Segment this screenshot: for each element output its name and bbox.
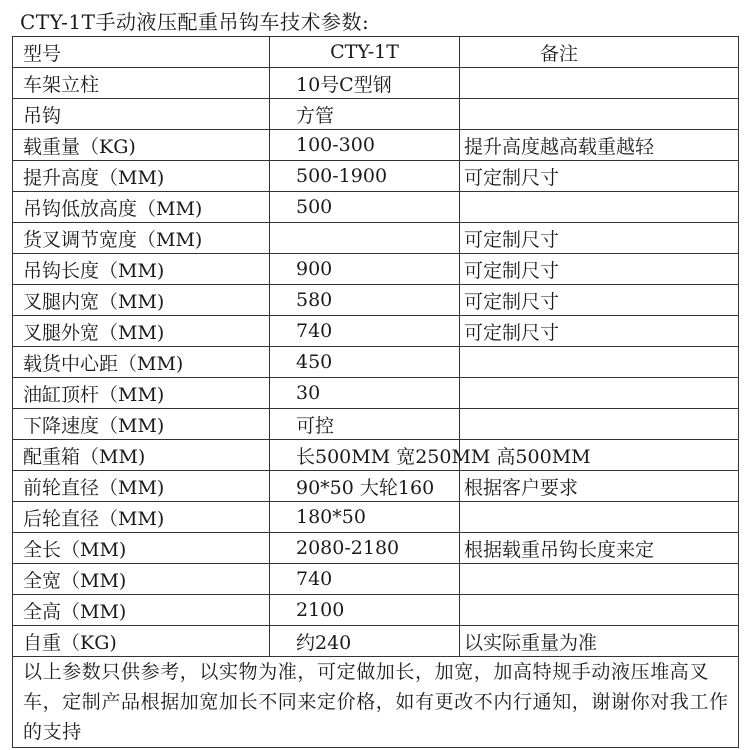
row-name: 全宽（MM) xyxy=(13,564,270,595)
row-value: 500 xyxy=(270,192,460,223)
row-name: 吊钩 xyxy=(13,99,270,130)
row-note xyxy=(460,378,739,409)
table-row xyxy=(13,564,739,595)
row-value: 可控 xyxy=(270,409,460,440)
row-name: 吊钩长度（MM) xyxy=(13,254,270,285)
row-note: 提升高度越高载重越轻 xyxy=(460,130,739,161)
table-row xyxy=(13,440,739,471)
row-note: 以实际重量为准 xyxy=(460,626,739,657)
row-name: 载货中心距（MM) xyxy=(13,347,270,378)
row-value: 100-300 xyxy=(270,130,460,161)
table-row xyxy=(13,595,739,626)
row-value: 740 xyxy=(270,564,460,595)
row-note xyxy=(460,68,739,99)
footnote: 以上参数只供参考，以实物为准，可定做加长，加宽，加高特规手动液压堆高叉车，定制产品根据加宽加长不同来定价格，如有更改不内行通知，谢谢你对我工作的支持 xyxy=(13,657,739,748)
row-value: 90*50 大轮160 xyxy=(270,471,460,502)
row-note xyxy=(460,502,739,533)
row-note xyxy=(460,409,739,440)
row-note: 可定制尺寸 xyxy=(460,316,739,347)
row-note xyxy=(460,595,739,626)
table-row xyxy=(13,533,739,564)
row-name: 叉腿内宽（MM) xyxy=(13,285,270,316)
row-name: 全长（MM) xyxy=(13,533,270,564)
table-row xyxy=(13,223,739,254)
row-note xyxy=(460,347,739,378)
row-name: 载重量（KG) xyxy=(13,130,270,161)
row-note: 可定制尺寸 xyxy=(460,254,739,285)
table-row xyxy=(13,347,739,378)
row-name: 车架立柱 xyxy=(13,68,270,99)
table-row xyxy=(13,68,739,99)
row-value xyxy=(270,223,460,254)
table-row xyxy=(13,99,739,130)
table-header-row xyxy=(13,37,739,68)
table-row xyxy=(13,502,739,533)
row-value: 30 xyxy=(270,378,460,409)
table-row xyxy=(13,285,739,316)
table-row xyxy=(13,130,739,161)
table-row xyxy=(13,161,739,192)
row-name: 下降速度（MM) xyxy=(13,409,270,440)
row-value: 500-1900 xyxy=(270,161,460,192)
table-row xyxy=(13,192,739,223)
spec-table xyxy=(12,36,739,748)
row-note: 可定制尺寸 xyxy=(460,223,739,254)
row-name: 全高（MM) xyxy=(13,595,270,626)
row-name: 配重箱（MM) xyxy=(13,440,270,471)
row-note: 根据载重吊钩长度来定 xyxy=(460,533,739,564)
row-note xyxy=(460,564,739,595)
row-name: 吊钩低放高度（MM) xyxy=(13,192,270,223)
table-row xyxy=(13,254,739,285)
table-row xyxy=(13,409,739,440)
row-note xyxy=(460,192,739,223)
row-name: 后轮直径（MM) xyxy=(13,502,270,533)
row-name: 货叉调节宽度（MM) xyxy=(13,223,270,254)
row-value: 900 xyxy=(270,254,460,285)
footnote-row xyxy=(13,657,739,748)
table-row xyxy=(13,378,739,409)
row-value: 2100 xyxy=(270,595,460,626)
row-value: 长500MM 宽250MM 高500MM xyxy=(270,440,460,471)
row-value: 方管 xyxy=(270,99,460,130)
row-value: 约240 xyxy=(270,626,460,657)
row-name: 叉腿外宽（MM) xyxy=(13,316,270,347)
document-title: CTY-1T手动液压配重吊钩车技术参数: xyxy=(20,10,370,34)
row-name: 提升高度（MM) xyxy=(13,161,270,192)
row-note xyxy=(460,99,739,130)
row-name: 前轮直径（MM) xyxy=(13,471,270,502)
row-value: 740 xyxy=(270,316,460,347)
table-row xyxy=(13,626,739,657)
header-model: 型号 xyxy=(13,37,270,68)
row-value: 2080-2180 xyxy=(270,533,460,564)
table-row xyxy=(13,316,739,347)
row-name: 油缸顶杆（MM) xyxy=(13,378,270,409)
row-note: 可定制尺寸 xyxy=(460,285,739,316)
table-row xyxy=(13,471,739,502)
header-note: 备注 xyxy=(460,37,739,68)
row-note: 根据客户要求 xyxy=(460,471,739,502)
row-value: 10号C型钢 xyxy=(270,68,460,99)
row-note: 可定制尺寸 xyxy=(460,161,739,192)
row-name: 自重（KG) xyxy=(13,626,270,657)
row-value: 450 xyxy=(270,347,460,378)
header-value: CTY-1T xyxy=(270,37,460,68)
row-value: 580 xyxy=(270,285,460,316)
row-value: 180*50 xyxy=(270,502,460,533)
